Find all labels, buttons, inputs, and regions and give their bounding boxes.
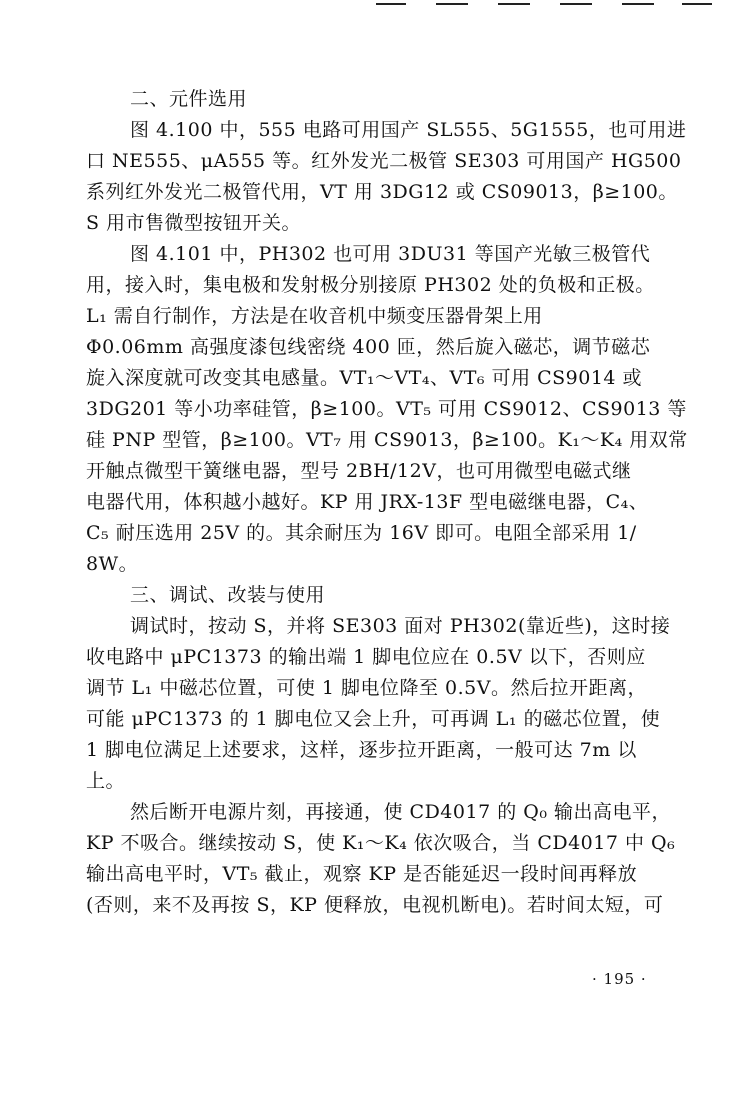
text-line: S 用市售微型按钮开关。 xyxy=(86,212,302,234)
top-rule xyxy=(682,3,712,5)
paragraph xyxy=(86,239,688,580)
text-line: 系列红外发光二极管代用，VT 用 3DG12 或 CS09013，β≥100。 xyxy=(86,181,678,203)
text-line: 口 NE555、μA555 等。红外发光二极管 SE303 可用国产 HG500 xyxy=(86,150,682,172)
text-line: 二、元件选用 xyxy=(130,88,248,110)
text-line: 8W。 xyxy=(86,553,139,575)
text-line: 调节 L₁ 中磁芯位置，可使 1 脚电位降至 0.5V。然后拉开距离， xyxy=(86,677,647,699)
paragraph xyxy=(86,580,664,611)
paragraph xyxy=(86,797,676,921)
page-body xyxy=(86,84,688,921)
text-line: 开触点微型干簧继电器，型号 2BH/12V，也可用微型电磁式继 xyxy=(86,460,632,482)
text-line: 旋入深度就可改变其电感量。VT₁～VT₄、VT₆ 可用 CS9014 或 xyxy=(86,367,643,389)
top-rules xyxy=(0,0,738,8)
text-line: 可能 μPC1373 的 1 脚电位又会上升，可再调 L₁ 的磁芯位置，使 xyxy=(86,708,661,730)
text-line: 调试时，按动 S，并将 SE303 面对 PH302(靠近些)，这时接 xyxy=(130,615,671,637)
top-rule xyxy=(622,3,654,5)
top-rule xyxy=(560,3,592,5)
text-line: C₅ 耐压选用 25V 的。其余耐压为 16V 即可。电阻全部采用 1/ xyxy=(86,522,637,544)
text-line: 1 脚电位满足上述要求，这样，逐步拉开距离，一般可达 7m 以 xyxy=(86,739,637,761)
page-number: · 195 · xyxy=(592,970,647,988)
paragraph xyxy=(86,115,687,239)
paragraph xyxy=(86,84,664,115)
text-line: 上。 xyxy=(86,770,126,792)
top-rule xyxy=(498,3,530,5)
text-line: 电器代用，体积越小越好。KP 用 JRX-13F 型电磁继电器，C₄、 xyxy=(86,491,649,513)
text-line: L₁ 需自行制作，方法是在收音机中频变压器骨架上用 xyxy=(86,305,543,327)
top-rule xyxy=(376,3,406,5)
text-line: 3DG201 等小功率硅管，β≥100。VT₅ 可用 CS9012、CS9013 等 xyxy=(86,398,687,420)
text-line: (否则，来不及再按 S，KP 便释放，电视机断电)。若时间太短，可 xyxy=(86,894,664,916)
text-line: KP 不吸合。继续按动 S，使 K₁～K₄ 依次吸合，当 CD4017 中 Q₆ xyxy=(86,832,676,854)
top-rule xyxy=(436,3,468,5)
text-line: 图 4.101 中，PH302 也可用 3DU31 等国产光敏三极管代 xyxy=(130,243,651,265)
text-line: 收电路中 μPC1373 的输出端 1 脚电位应在 0.5V 以下，否则应 xyxy=(86,646,646,668)
text-line: 三、调试、改装与使用 xyxy=(130,584,326,606)
text-line: Φ0.06mm 高强度漆包线密绕 400 匝，然后旋入磁芯，调节磁芯 xyxy=(86,336,651,358)
text-line: 输出高电平时，VT₅ 截止，观察 KP 是否能延迟一段时间再释放 xyxy=(86,863,638,885)
text-line: 图 4.100 中，555 电路可用国产 SL555、5G1555，也可用进 xyxy=(130,119,687,141)
paragraph xyxy=(86,611,671,797)
text-line: 硅 PNP 型管，β≥100。VT₇ 用 CS9013，β≥100。K₁～K₄ 用双常 xyxy=(86,429,688,451)
text-line: 用，接入时，集电极和发射极分别接原 PH302 处的负极和正极。 xyxy=(86,274,655,296)
text-line: 然后断开电源片刻，再接通，使 CD4017 的 Q₀ 输出高电平， xyxy=(130,801,671,823)
